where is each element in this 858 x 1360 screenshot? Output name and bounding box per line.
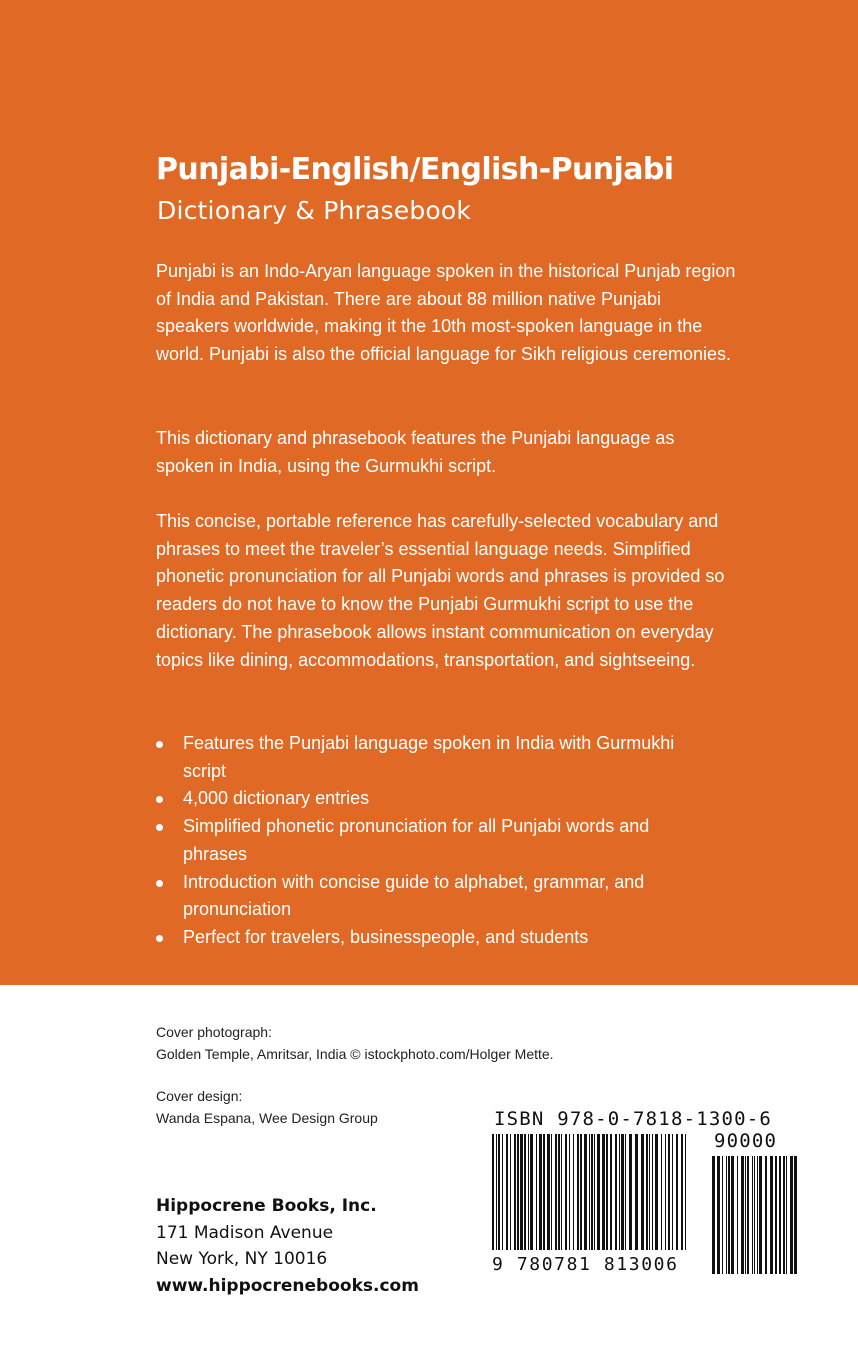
barcode-bar [502,1134,503,1250]
book-title: Punjabi-English/English-Punjabi [156,152,674,187]
barcode-bar [536,1134,537,1250]
barcode-bar [580,1134,582,1250]
barcode-bar [726,1156,727,1274]
barcode-bar [652,1134,653,1250]
barcode-bar [524,1134,526,1250]
feature-item [156,924,716,952]
barcode-bar [731,1156,734,1274]
barcode-bar [754,1156,755,1274]
barcode-bar [668,1134,670,1250]
feature-text: Introduction with concise guide to alphabet, grammar, and pronunciation [183,871,645,920]
barcode-bar [496,1134,497,1250]
barcode-bar [752,1156,753,1274]
barcode-bar [577,1134,579,1250]
barcode-bar [558,1134,560,1250]
barcode-bar [584,1134,587,1250]
barcode-bar [641,1134,644,1250]
barcode-bar [555,1134,557,1250]
publisher-city: New York, NY 10016 [156,1249,328,1269]
barcode-bar [625,1134,626,1250]
addon-price-code: 90000 [714,1130,778,1152]
isbn-text: ISBN 978-0-7818-1300-6 [494,1108,773,1130]
description-paragraph: This dictionary and phrasebook features the Punjabi language as spoken in India, using the Gurmukhi script. [156,428,675,476]
feature-list [156,730,716,952]
bullet-icon [156,824,163,831]
feature-item [156,813,716,868]
feature-item [156,730,716,785]
bullet-icon [156,741,163,748]
barcode-bar [547,1134,550,1250]
barcode-bar [565,1134,567,1250]
barcode-bars-graphic [480,1108,810,1278]
barcode-bar [569,1134,570,1250]
isbn-barcode [480,1108,810,1278]
barcode-bar [681,1134,683,1250]
design-credit [156,1085,378,1129]
barcode-bar [520,1134,523,1250]
feature-text: Simplified phonetic pronunciation for all Punjabi words and phrases [183,816,650,864]
barcode-bar [728,1156,730,1274]
barcode-bar [672,1134,673,1250]
barcode-bar [770,1156,773,1274]
barcode-bar [573,1134,574,1250]
barcode-bar [498,1134,500,1250]
bullet-icon [156,880,163,887]
barcode-bar [712,1156,715,1274]
barcode-bar [619,1134,620,1250]
barcode-bar [722,1156,723,1274]
barcode-bar [790,1156,793,1274]
barcode-bar [745,1156,746,1274]
barcode-bar [661,1134,662,1250]
feature-item [156,785,716,813]
publisher-street: 171 Madison Avenue [156,1222,334,1243]
description-paragraph: This concise, portable reference has carefully-selected vocabulary and phrases to meet the traveler’s essential language needs. Simplified phonetic pronunciation for all Punjabi words and phrases is provided so readers do not have to know the Punjabi Gurmukhi script to use the dictionary. The phrasebook allows instant communication on everyday topics like dining, accommodations, transportation, and sightseeing. [156,511,725,670]
barcode-bar [551,1134,552,1250]
barcode-bar [685,1134,686,1250]
barcode-bar [783,1156,785,1274]
barcode-bar [759,1156,762,1274]
barcode-bar [757,1156,758,1274]
barcode-bar [621,1134,624,1250]
barcode-bar [794,1156,797,1274]
barcode-bar [602,1134,605,1250]
barcode-bar [528,1134,529,1250]
barcode-bar [510,1134,511,1250]
publisher-url: www.hippocrenebooks.com [156,1275,419,1296]
barcode-digits: 9 780781 813006 [492,1254,679,1275]
barcode-bar [629,1134,632,1250]
barcode-bar [646,1134,648,1250]
barcode-bar [615,1134,617,1250]
barcode-bar [655,1134,658,1250]
barcode-bar [506,1134,508,1250]
barcode-bar [561,1134,562,1250]
barcode-bar [779,1156,781,1274]
barcode-bar [786,1156,787,1274]
book-subtitle: Dictionary & Phrasebook [157,196,472,225]
bullet-icon [156,796,163,803]
barcode-bar [606,1134,608,1250]
barcode-bar [737,1156,738,1274]
barcode-bar [589,1134,590,1250]
barcode-bar [539,1134,542,1250]
feature-text: 4,000 dictionary entries [183,788,370,809]
publisher-info [156,1193,419,1299]
barcode-bar [747,1156,749,1274]
barcode-bar [594,1134,595,1250]
barcode-bar [543,1134,545,1250]
barcode-bar [492,1134,494,1250]
feature-text: Perfect for travelers, businesspeople, and students [183,926,589,947]
design-credit-label: Cover design: [156,1088,243,1104]
barcode-bar [741,1156,744,1274]
photo-credit [156,1021,554,1065]
barcode-bar [765,1156,767,1274]
barcode-bar [717,1156,720,1274]
barcode-bar [514,1134,516,1250]
barcode-bar [530,1134,533,1250]
description-paragraph: Punjabi is an Indo-Aryan language spoken in the historical Punjab region of India and Pakistan. There are about 88 million native Punjabi speakers worldwide, making it the 10th most-spoken language in the world. Punjabi is also the official language for Sikh religious ceremonies. [156,261,736,365]
barcode-bar [676,1134,678,1250]
barcode-bar [591,1134,593,1250]
feature-item [156,869,716,924]
photo-credit-label: Cover photograph: [156,1024,272,1040]
barcode-bar [597,1134,600,1250]
barcode-bar [775,1156,777,1274]
feature-text: Features the Punjabi language spoken in India with Gurmukhi script [183,733,675,781]
photo-credit-text: Golden Temple, Amritsar, India © istockphoto.com/Holger Mette. [156,1046,554,1062]
barcode-bar [649,1134,650,1250]
barcode-bar [665,1134,666,1250]
barcode-bar [610,1134,612,1250]
bullet-icon [156,935,163,942]
publisher-name: Hippocrene Books, Inc. [156,1196,377,1216]
design-credit-text: Wanda Espana, Wee Design Group [156,1110,378,1126]
barcode-bar [635,1134,638,1250]
barcode-bar [517,1134,519,1250]
